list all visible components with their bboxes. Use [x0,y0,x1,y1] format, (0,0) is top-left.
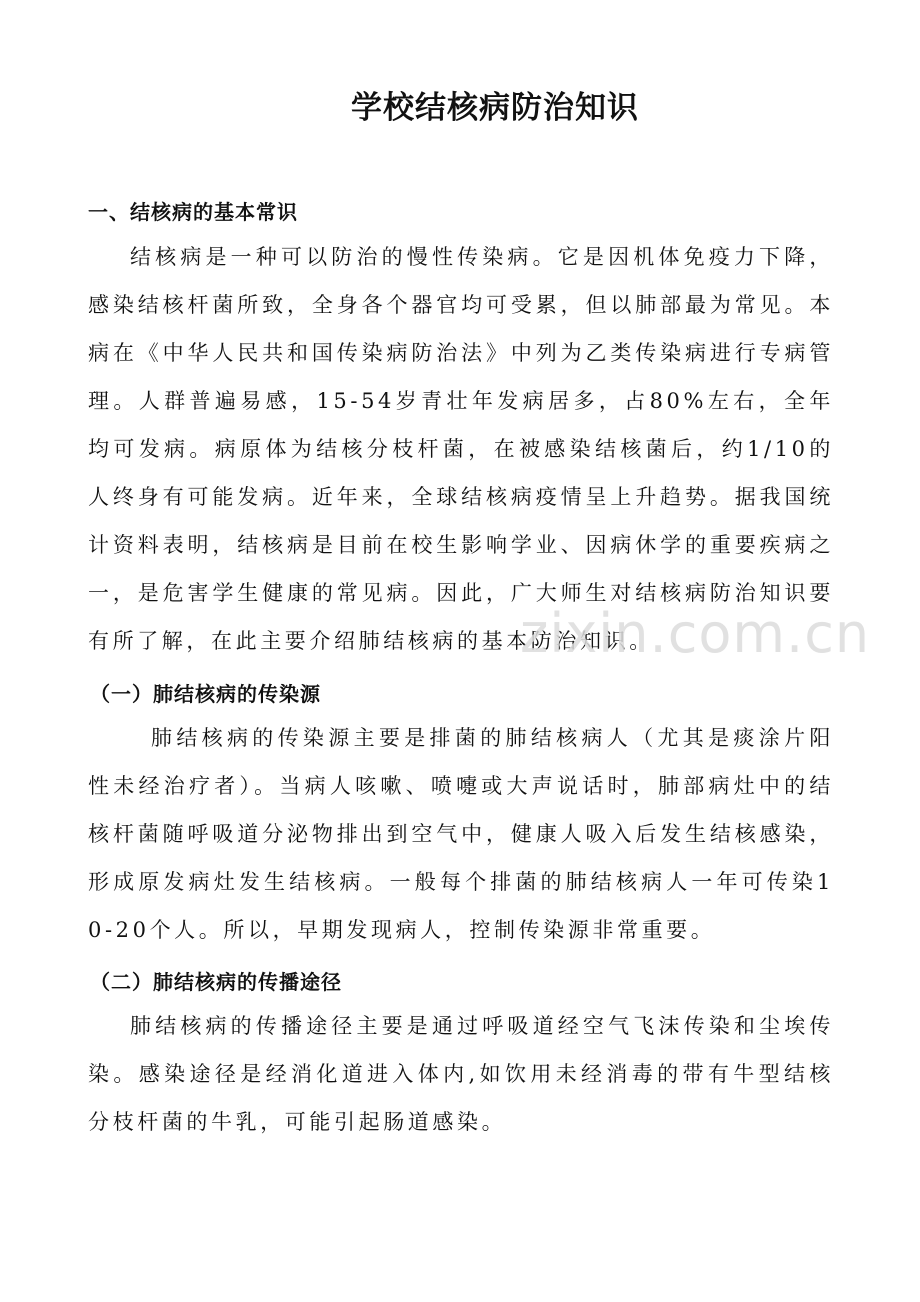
document-title: 学校结核病防治知识 [351,90,639,126]
section-paragraph-infection-source: 肺结核病的传染源主要是排菌的肺结核病人（尤其是痰涂片阳性未经治疗者）。当病人咳嗽、喷嚏或大声说话时，肺部病灶中的结核杆菌随呼吸道分泌物排出到空气中，健康人吸入后发生结核感染，形成原发病灶发生结核病。一般每个排菌的肺结核病人一年可传染10-20个人。所以，早期发现病人，控制传染源非常重要。 [88,726,834,942]
section-heading-transmission-route: （二）肺结核病的传播途径 [90,970,342,994]
section-paragraph-transmission-route: 肺结核病的传播途径主要是通过呼吸道经空气飞沫传染和尘埃传染。感染途径是经消化道进入体内,如饮用未经消毒的带有牛型结核分枝杆菌的牛乳，可能引起肠道感染。 [88,1014,834,1134]
section-heading-infection-source: （一）肺结核病的传染源 [90,682,321,706]
section-heading-basics: 一、结核病的基本常识 [88,200,298,224]
section-paragraph-basics: 结核病是一种可以防治的慢性传染病。它是因机体免疫力下降，感染结核杆菌所致，全身各个器官均可受累，但以肺部最为常见。本病在《中华人民共和国传染病防治法》中列为乙类传染病进行专病管理。人群普遍易感，15-54岁青壮年发病居多，占80%左右，全年均可发病。病原体为结核分枝杆菌，在被感染结核菌后，约1/10的人终身有可能发病。近年来，全球结核病疫情呈上升趋势。据我国统计资料表明，结核病是目前在校生影响学业、因病休学的重要疾病之一，是危害学生健康的常见病。因此，广大师生对结核病防治知识要有所了解，在此主要介绍肺结核病的基本防治知识。 [88,245,834,653]
watermark-text: zixin.com.cn [520,602,871,665]
